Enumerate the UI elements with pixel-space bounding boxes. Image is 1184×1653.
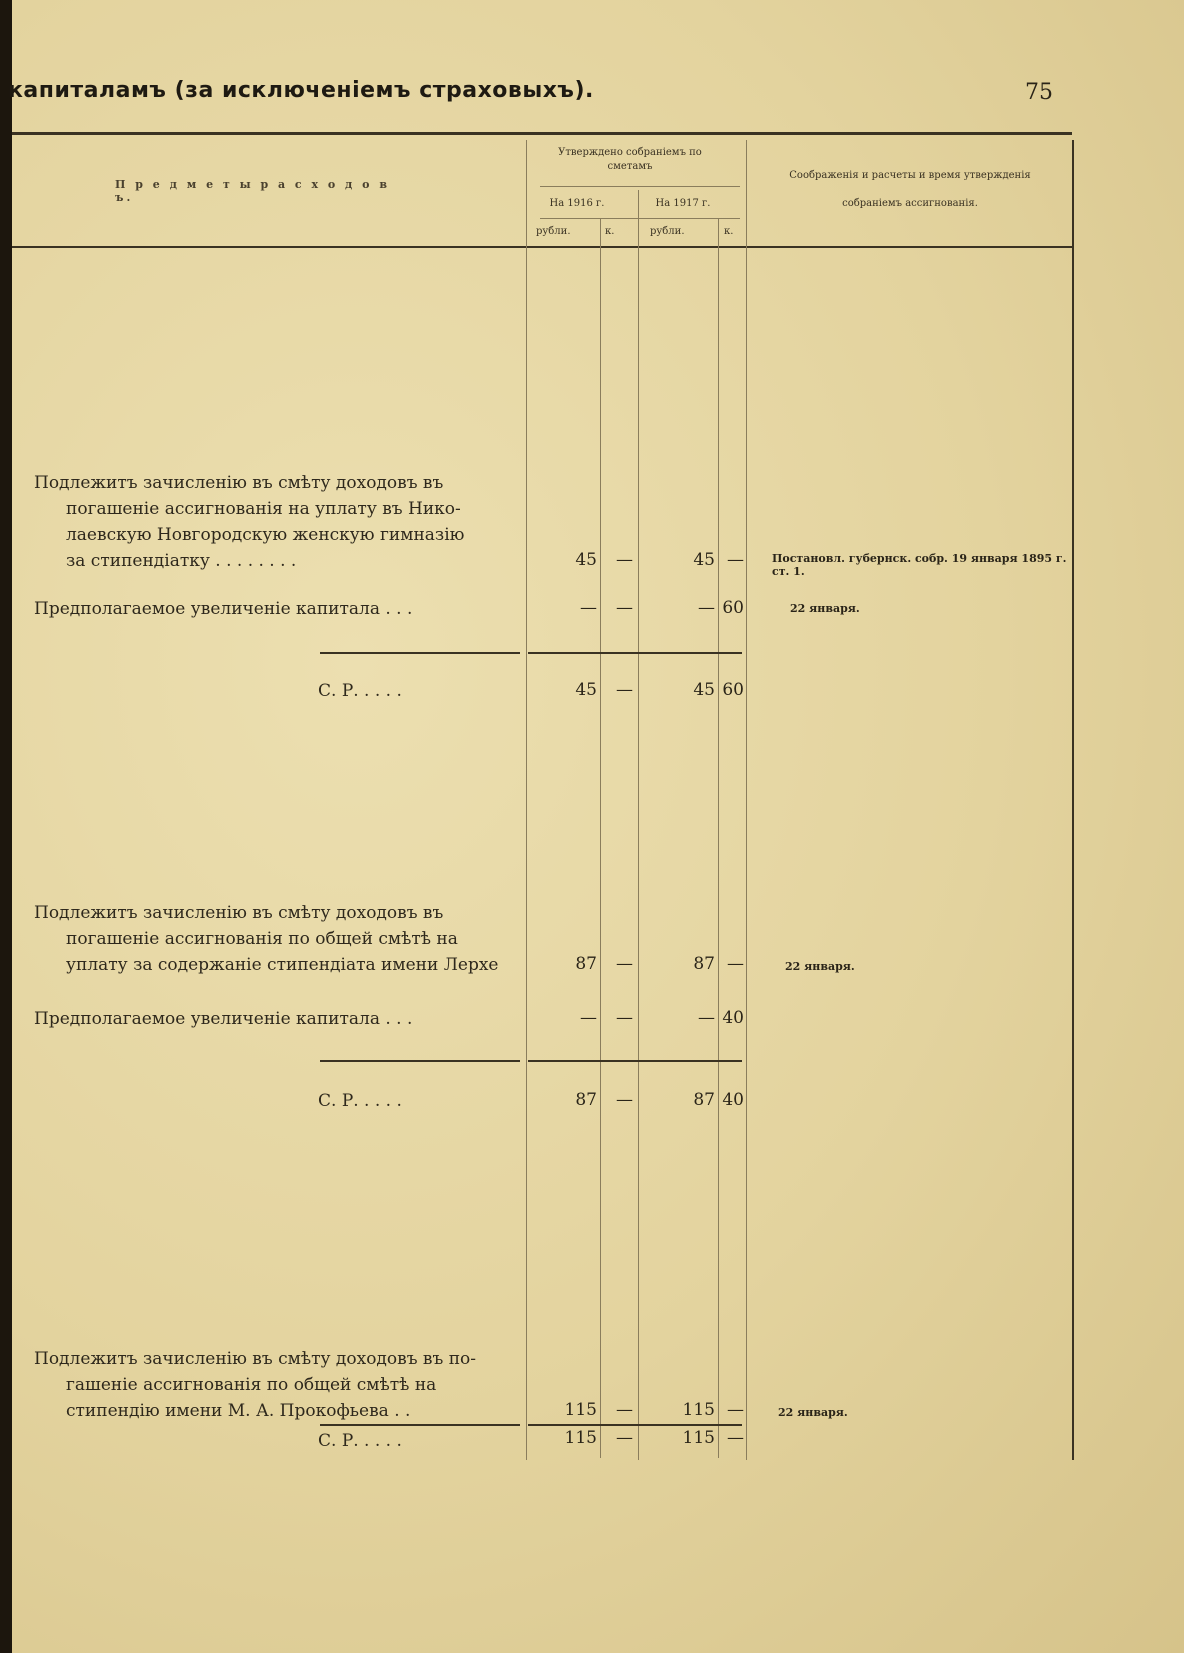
s1-t-r1916: 45 [575,680,597,700]
s3-t-r1916: 115 [564,1428,597,1448]
s2-inc-r1916: — [580,1008,597,1028]
header-approved-group: Утверждено собраніемъ по сметамъ [558,147,702,172]
header-subrule-1 [540,186,740,187]
s1-k1916: — [616,550,633,570]
s1-k1917: — [727,550,744,570]
s1-total-label: С. Р. . . . . [318,681,402,701]
header-year-1917: На 1917 г. [655,198,711,209]
header-bottom-rule [12,246,1072,248]
s3-r1917: 115 [682,1400,715,1420]
header-subrule-2 [540,218,740,219]
s2-t-r1917: 87 [693,1090,715,1110]
page-header-title: капиталамъ (за исключеніемъ страховыхъ). [8,78,594,103]
s1-inc-k1917: 60 [722,598,744,618]
s2-inc-r1917: — [698,1008,715,1028]
section-3-line-1: Подлежитъ зачисленію въ смѣту доходовъ въ по- [34,1349,477,1369]
s2-t-r1916: 87 [575,1090,597,1110]
s1-total-rule-a [320,652,520,654]
s2-note: 22 января. [785,960,855,973]
section-2-line-1: Подлежитъ зачисленію въ смѣту доходовъ въ [34,903,444,923]
s2-k1916: — [616,954,633,974]
s2-total-rule-a [320,1060,520,1062]
s1-r1917: 45 [693,550,715,570]
s2-k1917: — [727,954,744,974]
header-kop-1917: к. [724,226,734,237]
s2-total-rule-b [528,1060,742,1062]
section-3-line-3: стипендію имени М. А. Прокофьева . . [66,1401,411,1421]
s1-inc-r1917: — [698,598,715,618]
s1-inc-k1916: — [616,598,633,618]
s3-total-rule-b [528,1424,742,1426]
section-2-line-3: уплату за содержаніе стипендіата имени Лерхе [66,955,499,975]
col-line-3 [638,190,639,1460]
top-rule [12,132,1072,135]
col-line-4 [718,218,719,1458]
header-rub-1917: рубли. [650,226,685,237]
page-number: 75 [1025,80,1053,105]
s1-t-k1916: — [616,680,633,700]
s1-note: Постановл. губернск. собр. 19 января 1895 г. ст. 1. [772,552,1067,578]
s2-total-label: С. Р. . . . . [318,1091,402,1111]
section-1-text [34,470,514,574]
header-kop-1916: к. [605,226,615,237]
s1-t-r1917: 45 [693,680,715,700]
section-1-line-2: погашеніе ассигнованія на уплату въ Нико- [66,499,461,519]
col-line-2 [600,218,601,1458]
s3-note: 22 января. [778,1406,848,1419]
section-1-line-3: лаевскую Новгородскую женскую гимназію [66,525,465,545]
s3-t-r1917: 115 [682,1428,715,1448]
col-line-right [1072,140,1074,1460]
header-year-1916: На 1916 г. [549,198,605,209]
s3-k1916: — [616,1400,633,1420]
s3-r1916: 115 [564,1400,597,1420]
s1-r1916: 45 [575,550,597,570]
header-subjects: П р е д м е т ы р а с х о д о в ъ. [115,178,390,204]
section-1-line-4: за стипендіатку . . . . . . . . [66,551,297,571]
s2-r1917: 87 [693,954,715,974]
section-2-text [34,900,524,978]
section-1-line-1: Подлежитъ зачисленію въ смѣту доходовъ въ [34,473,444,493]
s1-increase-label: Предполагаемое увеличеніе капитала . . . [34,599,413,619]
s1-total-rule-b [528,652,742,654]
s2-t-k1917: 40 [722,1090,744,1110]
s2-inc-k1916: — [616,1008,633,1028]
section-3-text [34,1346,524,1424]
header-rub-1916: рубли. [536,226,571,237]
page-binding-edge [0,0,12,1653]
s2-inc-k1917: 40 [722,1008,744,1028]
s3-k1917: — [727,1400,744,1420]
s2-r1916: 87 [575,954,597,974]
col-line-1 [526,140,527,1460]
col-line-5 [746,140,747,1460]
section-3-line-2: гашеніе ассигнованія по общей смѣтѣ на [66,1375,437,1395]
s3-total-rule-a [320,1424,520,1426]
s1-inc-r1916: — [580,598,597,618]
s2-t-k1916: — [616,1090,633,1110]
s3-t-k1917: — [727,1428,744,1448]
s3-t-k1916: — [616,1428,633,1448]
s3-total-label: С. Р. . . . . [318,1431,402,1451]
s1-inc-note: 22 января. [790,602,860,615]
s1-t-k1917: 60 [722,680,744,700]
section-2-line-2: погашеніе ассигнованія по общей смѣтѣ на [66,929,458,949]
header-notes: Соображенія и расчеты и время утвержденія собраніемъ ассигнованія. [789,170,1031,209]
s2-increase-label: Предполагаемое увеличеніе капитала . . . [34,1009,413,1029]
